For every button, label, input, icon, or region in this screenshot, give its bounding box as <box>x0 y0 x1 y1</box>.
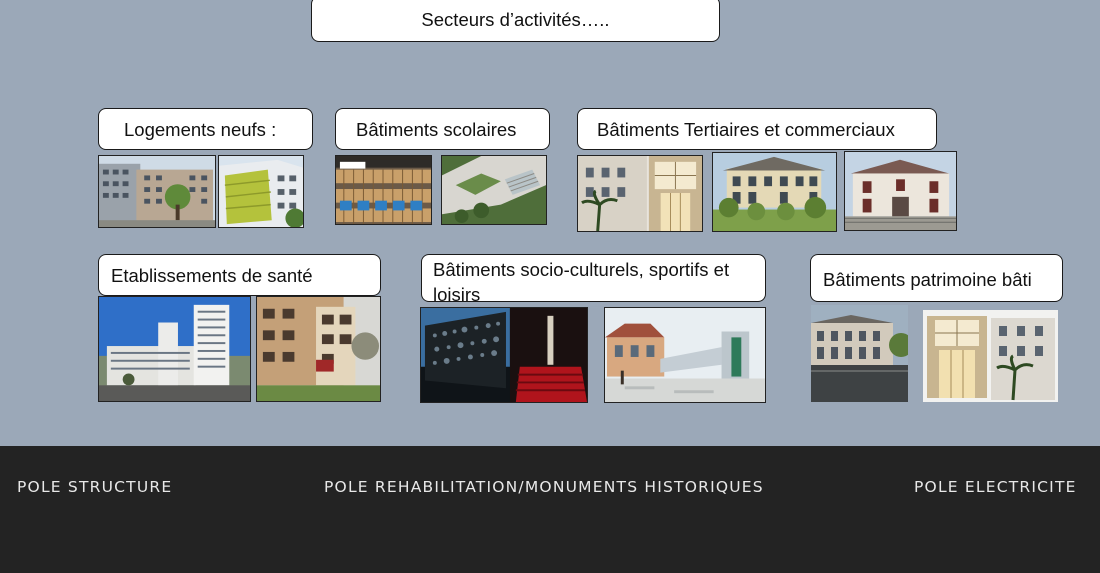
photo-socio-cultural-center <box>604 307 766 403</box>
photo-patrimoine-interior-villa <box>923 310 1058 402</box>
photo-scolaires-wood-facade <box>335 155 432 225</box>
photo-sante-residence <box>256 296 381 402</box>
sector-label-sante: Etablissements de santé <box>98 254 381 296</box>
sector-label-tertiaires: Bâtiments Tertiaires et commerciaux <box>577 108 937 150</box>
photo-socio-theatre <box>420 307 588 403</box>
photo-scolaires-aerial <box>441 155 547 225</box>
photo-tertiaires-villa-atrium <box>577 155 703 232</box>
sector-label-logements: Logements neufs : <box>98 108 313 150</box>
footer-bar <box>0 446 1100 573</box>
photo-sante-hospital <box>98 296 251 402</box>
photo-patrimoine-street <box>811 305 908 402</box>
sector-label-socio-culturels: Bâtiments socio-culturels, sportifs et loisirs <box>421 254 766 302</box>
sector-label-scolaires: Bâtiments scolaires <box>335 108 550 150</box>
footer-link-pole-rehabilitation[interactable]: POLE REHABILITATION/MONUMENTS HISTORIQUES <box>324 478 764 496</box>
sector-label-patrimoine: Bâtiments patrimoine bâti <box>810 254 1063 302</box>
photo-tertiaires-townhouse <box>844 151 957 231</box>
photo-logements-apartment-block <box>98 155 216 228</box>
footer-link-pole-structure[interactable]: POLE STRUCTURE <box>17 478 173 496</box>
photo-tertiaires-chateau <box>712 152 837 232</box>
photo-logements-green-facade <box>218 155 304 228</box>
page-title: Secteurs d’activités….. <box>311 0 720 42</box>
footer-link-pole-electricite[interactable]: POLE ELECTRICITE <box>914 478 1077 496</box>
